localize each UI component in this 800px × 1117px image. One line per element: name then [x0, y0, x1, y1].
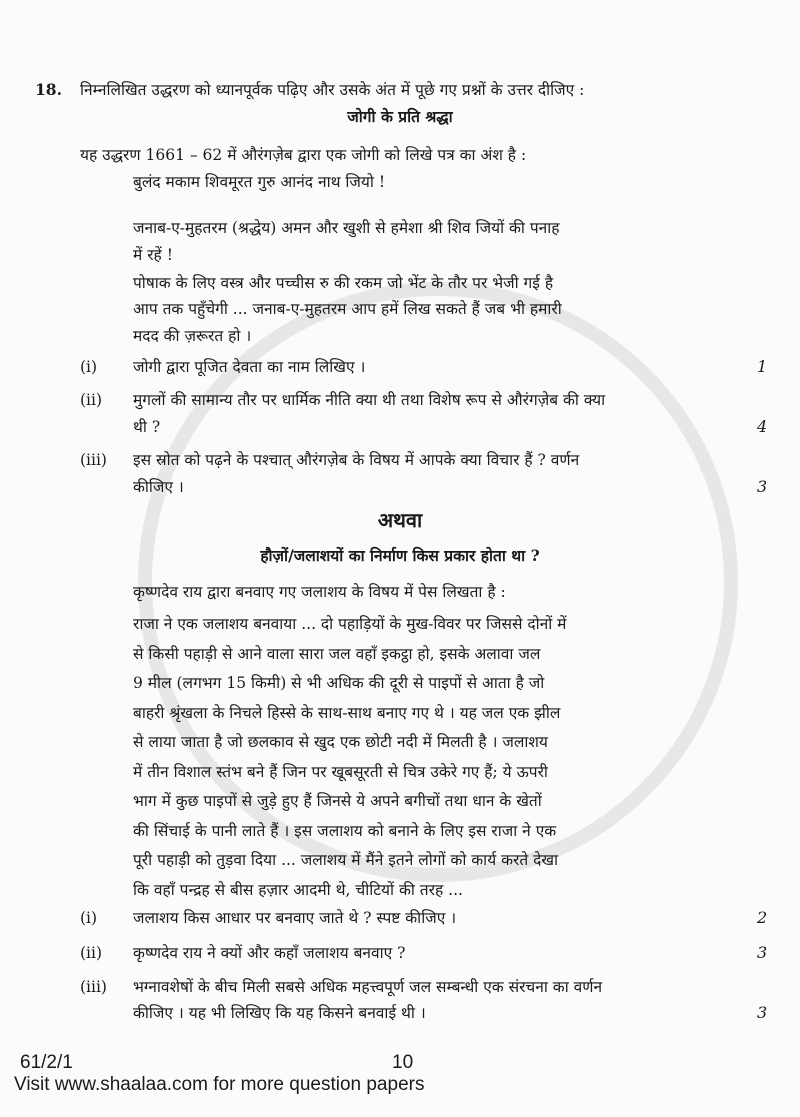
sub-question-text: मुगलों की सामान्य तौर पर धार्मिक नीति क्या थी तथा विशेष रूप से औरंगज़ेब की क्या	[133, 391, 606, 409]
sub-question-number: (ii)	[80, 391, 103, 409]
paper-code: 61/2/1	[20, 1052, 73, 1073]
visit-link[interactable]: Visit www.shaalaa.com for more question papers	[14, 1074, 425, 1095]
paragraph-line: पूरी पहाड़ी को तुड़वा दिया ... जलाशय में मैंने इतने लोगों को कार्य करते देखा	[133, 851, 559, 869]
sub-question-text: थी ?	[133, 418, 161, 436]
paragraph-line: 9 मील (लगभग 15 किमी) से भी अधिक की दूरी से पाइपों से आता है जो	[133, 674, 545, 692]
paragraph-line: राजा ने एक जलाशय बनवाया ... दो पहाड़ियों के मुख-विवर पर जिससे दोनों में	[133, 615, 567, 633]
sub-question-text: इस स्रोत को पढ़ने के पश्चात् औरंगज़ेब के विषय में आपके क्या विचार हैं ? वर्णन	[133, 451, 580, 469]
page-number: 10	[392, 1052, 414, 1073]
sub-question-number: (i)	[80, 909, 98, 927]
quote-line: आप तक पहुँचेगी ... जनाब-ए-मुहतरम आप हमें लिख सकते हैं जब भी हमारी	[133, 300, 562, 318]
paragraph-line: में तीन विशाल स्तंभ बने हैं जिन पर खूबसूरती से चित्र उकेरे गए हैं; ये ऊपरी	[133, 763, 548, 781]
marks: 3	[757, 477, 768, 496]
sub-question-number: (ii)	[80, 944, 103, 962]
paragraph-line: कि वहाँ पन्द्रह से बीस हज़ार आदमी थे, चीटियों की तरह ...	[133, 881, 463, 899]
marks: 1	[757, 357, 768, 376]
paragraph-line: से किसी पहाड़ी से आने वाला सारा जल वहाँ इकट्ठा हो, इसके अलावा जल	[133, 645, 541, 663]
marks: 3	[757, 1003, 768, 1022]
sub-question-text: जोगी द्वारा पूजित देवता का नाम लिखिए ।	[133, 358, 366, 376]
paragraph-line: की सिंचाई के पानी लाते हैं । इस जलाशय को बनाने के लिए इस राजा ने एक	[133, 822, 557, 840]
sub-question-text: कृष्णदेव राय ने क्यों और कहाँ जलाशय बनवाए ?	[133, 944, 406, 962]
question-instruction: निम्नलिखित उद्धरण को ध्यानपूर्वक पढ़िए और उसके अंत में पूछे गए प्रश्नों के उत्तर दीजिए :	[80, 81, 585, 99]
quote-line: बुलंद मकाम शिवमूरत गुरु आनंद नाथ जियो !	[133, 173, 386, 191]
sub-question-text: कीजिए ।	[133, 478, 184, 496]
quote-line: पोषाक के लिए वस्त्र और पच्चीस रु की रकम जो भेंट के तौर पर भेजी गई है	[133, 274, 554, 292]
marks: 4	[757, 417, 768, 436]
alt-passage-intro: कृष्णदेव राय द्वारा बनवाए गए जलाशय के विषय में पेस लिखता है :	[133, 583, 506, 601]
question-number: 18.	[35, 80, 62, 99]
paragraph-line: से लाया जाता है जो छलकाव से खुद एक छोटी नदी में मिलती है । जलाशय	[133, 733, 548, 751]
paragraph-line: बाहरी श्रृंखला के निचले हिस्से के साथ-साथ बनाए गए थे । यह जल एक झील	[133, 704, 561, 722]
marks: 2	[757, 908, 768, 927]
quote-line: में रहें !	[133, 246, 173, 264]
sub-question-number: (iii)	[80, 451, 107, 469]
passage-intro: यह उद्धरण 1661 – 62 में औरंगज़ेब द्वारा एक जोगी को लिखे पत्र का अंश है :	[80, 146, 527, 164]
paragraph-line: भाग में कुछ पाइपों से जुड़े हुए हैं जिनसे ये अपने बगीचों तथा धान के खेतों	[133, 792, 542, 810]
quote-line: मदद की ज़रूरत हो ।	[133, 327, 252, 345]
sub-question-text: जलाशय किस आधार पर बनवाए जाते थे ? स्पष्ट कीजिए ।	[133, 909, 457, 927]
sub-question-number: (i)	[80, 358, 98, 376]
sub-question-number: (iii)	[80, 978, 107, 996]
sub-question-text: भग्नावशेषों के बीच मिली सबसे अधिक महत्त्वपूर्ण जल सम्बन्धी एक संरचना का वर्णन	[133, 978, 603, 996]
sub-question-text: कीजिए । यह भी लिखिए कि यह किसने बनवाई थी ।	[133, 1004, 426, 1022]
or-heading: अथवा	[377, 508, 423, 532]
marks: 3	[757, 943, 768, 962]
quote-line: जनाब-ए-मुहतरम (श्रद्धेय) अमन और खुशी से हमेशा श्री शिव जियों की पनाह	[133, 219, 560, 237]
passage-title: जोगी के प्रति श्रद्धा	[347, 107, 453, 126]
alt-passage-title: हौज़ों/जलाशयों का निर्माण किस प्रकार होता था ?	[260, 546, 540, 565]
